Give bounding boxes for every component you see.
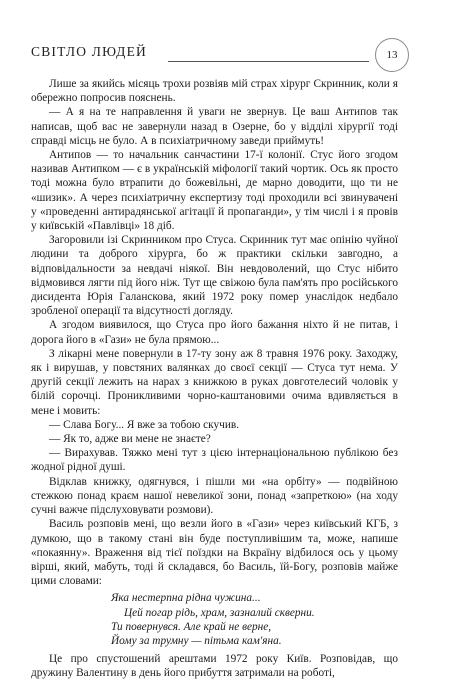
poem-line: Йому за трумну — пітьма кам'яна. bbox=[111, 634, 282, 647]
dialogue-line: — Вирахував. Тяжко мені тут з цією інтернаціональною публікою без жодної рідної душі. bbox=[31, 447, 398, 474]
poem-line: Ти повернувся. Але край не верне, bbox=[111, 620, 272, 633]
poem-line: Цей погар рідь, храм, зазналий скверни. bbox=[124, 606, 315, 619]
paragraph: А згодом виявилося, що Стуса про його бажання ніхто й не питав, і дорога його в «Гази» не була прямою... bbox=[31, 319, 398, 346]
body-text bbox=[31, 77, 398, 681]
page-number: 13 bbox=[375, 38, 409, 72]
paragraph: Лише за якийсь місяць трохи розвіяв мій страх хірург Скринник, коли я обережно попросив пояснень. bbox=[31, 78, 398, 105]
running-title: СВІТЛО ЛЮДЕЙ bbox=[31, 44, 147, 59]
paragraph: Це про спустошений арештами 1972 року Київ. Розповідав, що дружину Валентину в день його прибуття затримали на роботі, bbox=[31, 653, 398, 680]
paragraph: Відклав книжку, одягнувся, і пішли ми «на орбіту» — подвійною стежкою понад краєм нашої невеликої зони, понад «запреткою» (на ходу сучні важче підслуховувати розмови). bbox=[31, 475, 398, 517]
paragraph: — А я на те направлення й уваги не звернув. Це ваш Антипов так написав, щоб вас не завернули назад в Озерне, бо у відділі хірургії тоді справді місць не було. А в психіатричному заведи приймуть! bbox=[31, 106, 398, 147]
running-header bbox=[31, 42, 409, 72]
dialogue-line: — Як то, адже ви мене не знаєте? bbox=[49, 433, 211, 446]
paragraph: Василь розповів мені, що везли його в «Гази» через київський КГБ, з думкою, що в такому стані він буде поступливішим та, може, напише «покаянну». Враження від тієї поїздки на Вкраїну відбилося ось у цьому вірші, який, мабуть, тоді й складався, бо Василь, їй-Богу, розповів майже цими словами: bbox=[31, 518, 398, 588]
paragraph: З лікарні мене повернули в 17-ту зону аж 8 травня 1976 року. Заходжу, як і вирушав, у повстяних валянках до своєї секції — Стуса тут нема. У другій секції лежить на нарах з книжкою в руках довготелесий чоловік у білій сорочці. Проникливими чорно-каштановими очима вдивляється в мене і мовить: bbox=[31, 347, 398, 417]
header-rule bbox=[168, 61, 369, 62]
poem bbox=[111, 591, 398, 648]
paragraph: Антипов — то начальник санчастини 17-ї колонії. Стус його згодом називав Антипком — є в українській міфології такий чортик. Ось як просто тоді можна було втрапити до божевільні, де марно доводити, що ти не «шизик». А через психіатричну експертизу тоді проходили всі звинувачені у «проведенні антирадянської агітації й пропаганди», у тім числі і я провів у київській «Павлівці» 18 діб. bbox=[31, 149, 398, 233]
dialogue-line: — Слава Богу... Я вже за тобою скучив. bbox=[49, 418, 240, 431]
paragraph: Загоровили ізі Скринником про Стуса. Скринник тут має опінію чуйної людини та доброго хірурга, бо ж практики скільки завгодно, а відповідальности за невдачі ніякої. Він невдоволений, що Стус нібито відмовився лягти під його ніж. Тут ще свіжою була пам'ять про російського дисидента Юрія Галанскова, який 1972 року помер унаслідок недбало зробленої операції та відсутності догляду. bbox=[31, 234, 398, 318]
poem-line: Яка нестерпна рідна чужина... bbox=[111, 592, 261, 605]
